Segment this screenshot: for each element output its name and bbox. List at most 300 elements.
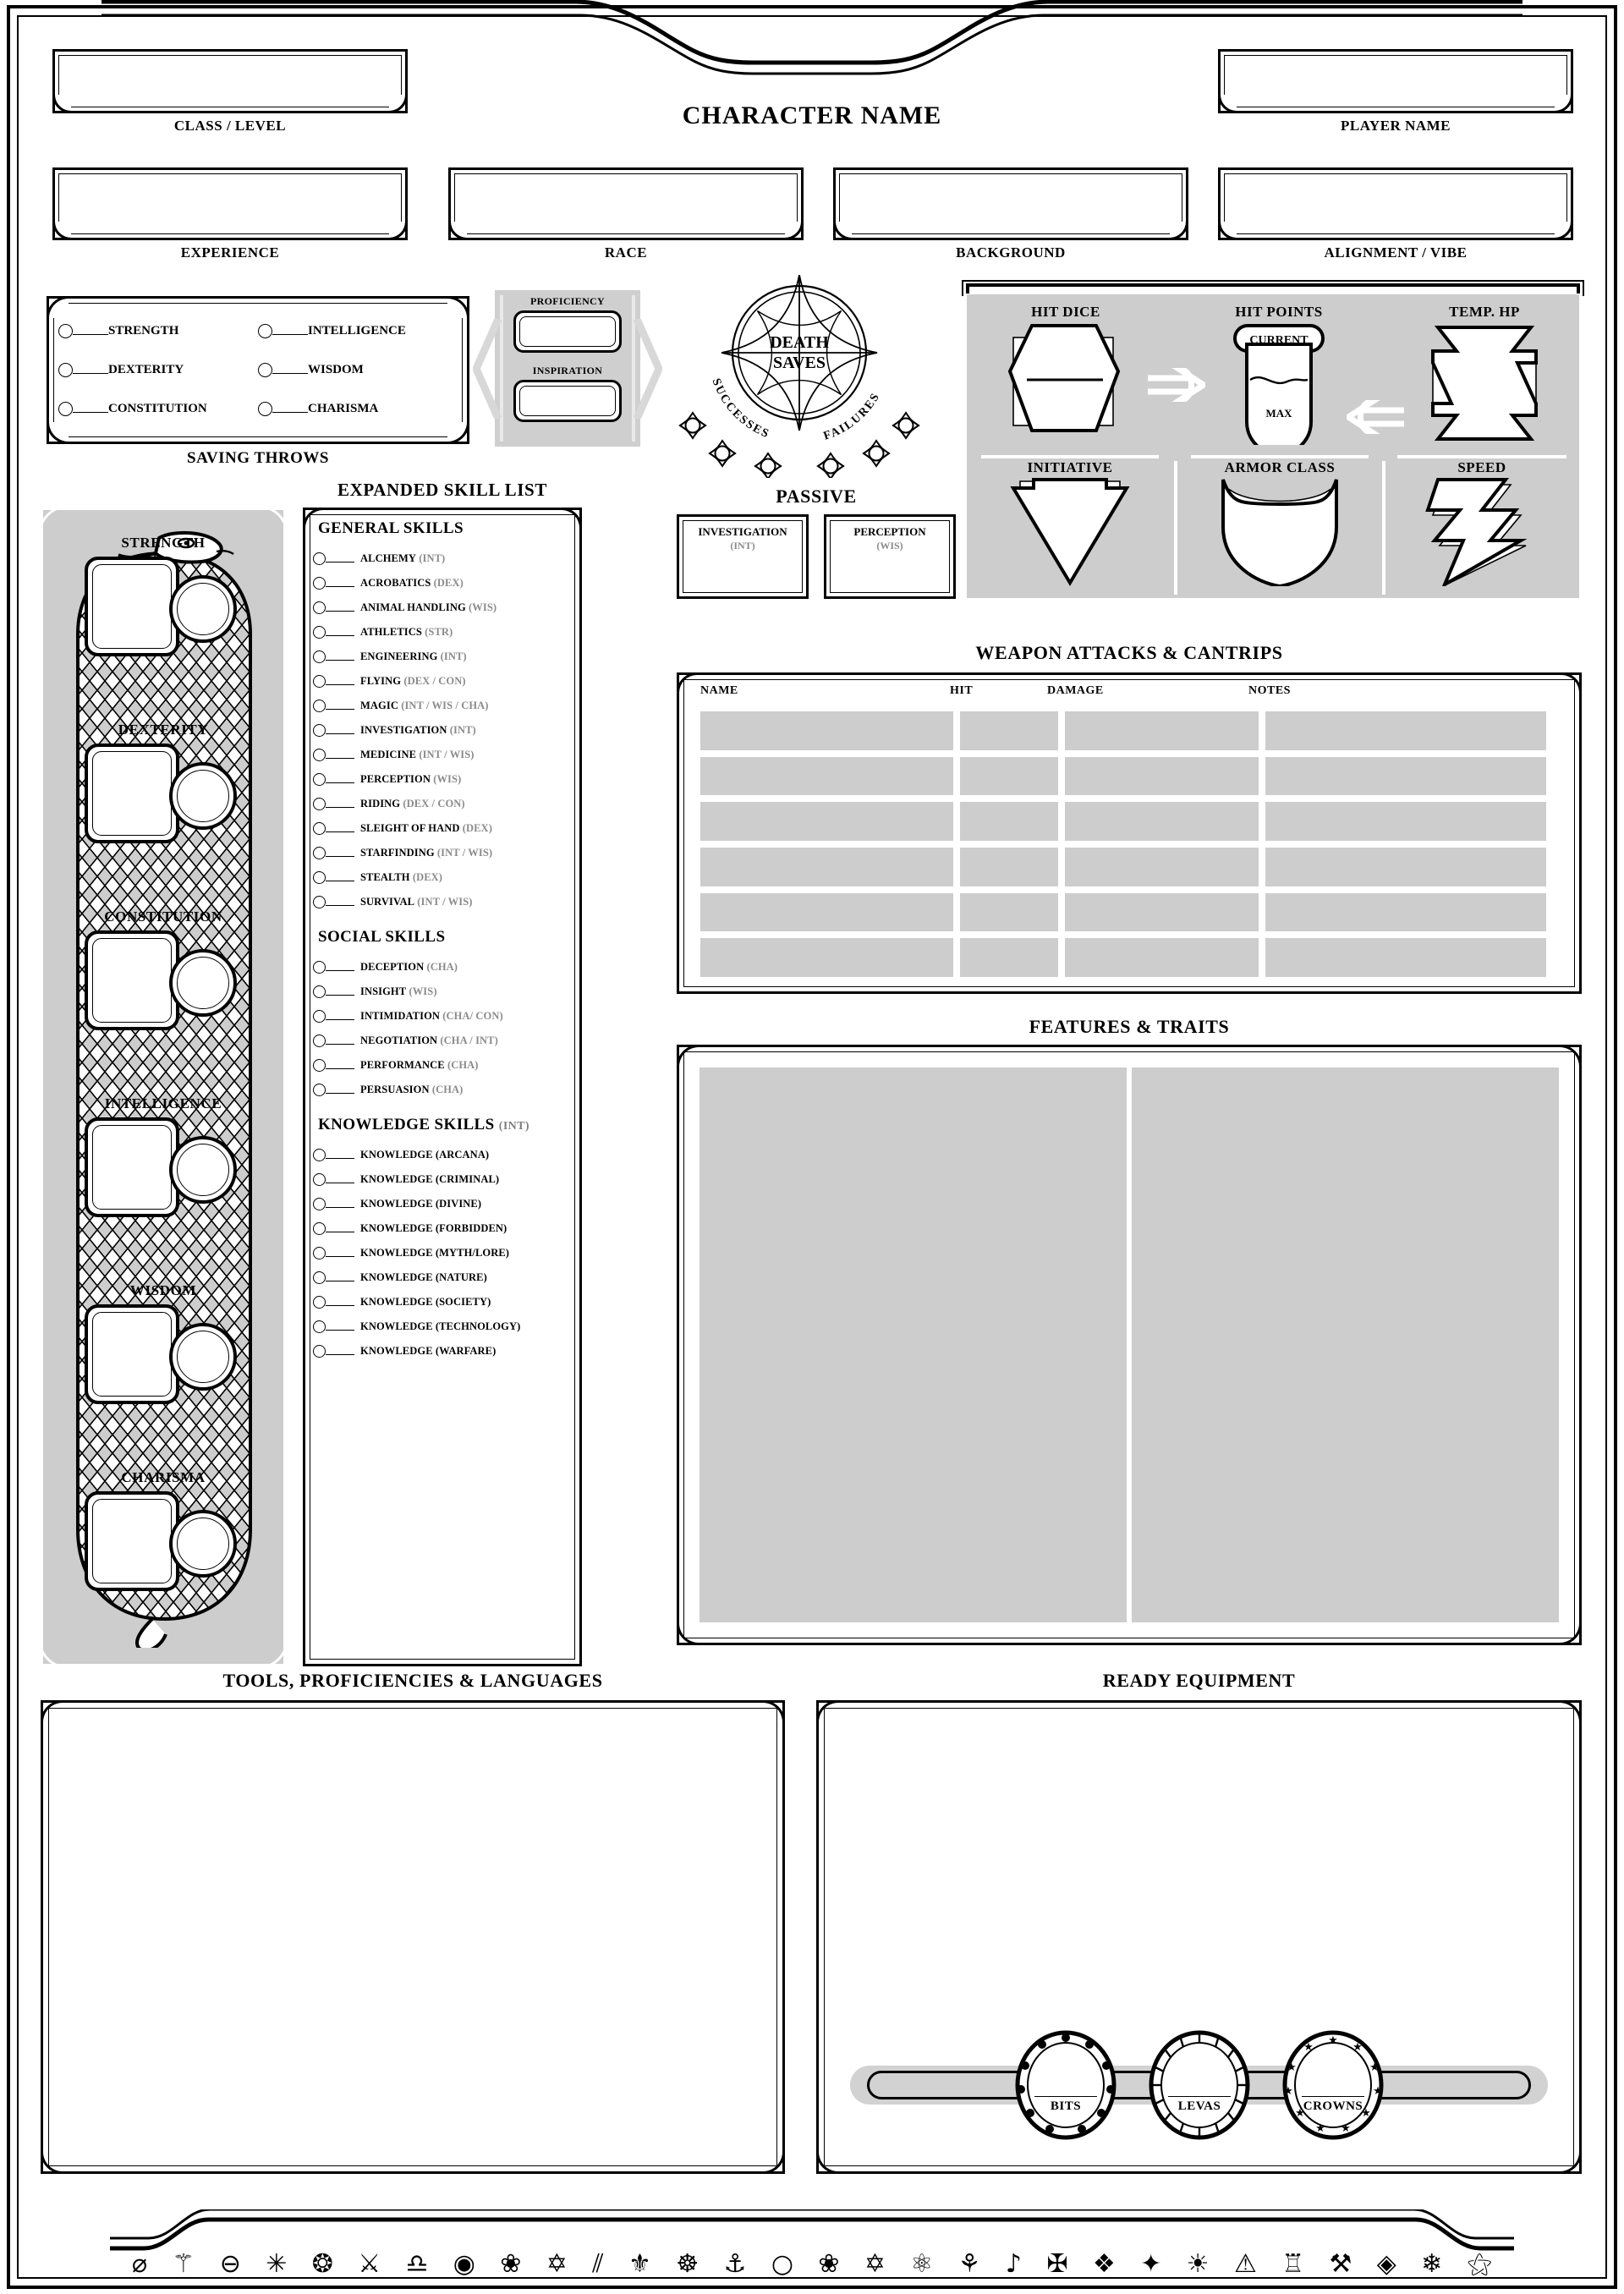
skill-proficiency-circle-icon[interactable] xyxy=(313,1271,326,1284)
skill-value-rule xyxy=(326,1305,354,1306)
speed-input[interactable] xyxy=(1397,476,1566,586)
weapon-cell[interactable] xyxy=(1264,755,1548,798)
ability-modifier-intelligence[interactable] xyxy=(169,1136,237,1204)
combat-panel-top-trim xyxy=(961,278,1585,297)
ability-modifier-dexterity[interactable] xyxy=(169,762,237,830)
rune-glyph-icon: ❂ xyxy=(311,2249,333,2279)
saving-throw-constitution[interactable] xyxy=(58,402,258,416)
weapon-col-notes: NOTES xyxy=(1248,684,1291,697)
rune-glyph-icon: ✡ xyxy=(546,2249,568,2279)
ability-label-wisdom: WISDOM xyxy=(129,1282,197,1298)
skill-name: INSIGHT xyxy=(360,985,407,997)
tools-title: TOOLS, PROFICIENCIES & LANGUAGES xyxy=(222,1670,603,1691)
ability-modifier-constitution[interactable] xyxy=(169,949,237,1017)
skill-proficiency-circle-icon[interactable] xyxy=(313,1198,326,1210)
race-label: RACE xyxy=(604,244,648,261)
skill-proficiency-circle-icon[interactable] xyxy=(313,1345,326,1358)
race-field[interactable] xyxy=(448,167,804,261)
value-rule xyxy=(73,373,108,374)
skill-name: INVESTIGATION xyxy=(360,724,447,736)
experience-field[interactable] xyxy=(52,167,408,261)
skill-value-rule xyxy=(326,684,354,685)
player-name-label: PLAYER NAME xyxy=(1340,118,1451,134)
death-saves-title-line1: DEATH xyxy=(770,333,829,352)
skill-proficiency-circle-icon[interactable] xyxy=(313,1034,326,1047)
temp-hp-to-hp-arrow-icon xyxy=(1347,400,1406,434)
hit-points-label: HIT POINTS xyxy=(1235,304,1323,320)
skill-ability: (INT) xyxy=(440,650,467,662)
skill-proficiency-circle-icon[interactable] xyxy=(313,1084,326,1096)
svg-text:★: ★ xyxy=(1287,2061,1297,2074)
skill-name: DECEPTION xyxy=(360,961,425,973)
armor-class-label: ARMOR CLASS xyxy=(1224,459,1336,475)
weapon-cell[interactable] xyxy=(699,710,955,752)
skill-value-rule xyxy=(326,660,354,661)
skill-ability: (INT / WIS) xyxy=(419,749,475,760)
skill-name: NEGOTIATION xyxy=(360,1034,438,1046)
rune-glyph-icon: ❀ xyxy=(818,2249,840,2279)
skill-proficiency-circle-icon[interactable] xyxy=(313,896,326,908)
skill-group-heading-ability: (INT) xyxy=(498,1120,529,1133)
skill-proficiency-circle-icon[interactable] xyxy=(313,1320,326,1333)
proficiency-circle-icon[interactable] xyxy=(58,402,73,416)
skill-ability: (INT / WIS / CHA) xyxy=(401,700,489,711)
skill-row[interactable] xyxy=(313,546,572,571)
value-rule xyxy=(272,373,308,374)
skill-name: KNOWLEDGE (MYTH/LORE) xyxy=(360,1247,510,1259)
ability-score-strength[interactable] xyxy=(85,557,179,656)
saving-throws-title: SAVING THROWS xyxy=(187,449,329,467)
currency-crowns[interactable] xyxy=(1278,2030,1388,2140)
weapon-cell[interactable] xyxy=(958,755,1060,798)
skill-proficiency-circle-icon[interactable] xyxy=(313,1059,326,1072)
svg-text:★: ★ xyxy=(1328,2034,1338,2047)
skill-proficiency-circle-icon[interactable] xyxy=(313,552,326,565)
saving-throw-wisdom[interactable] xyxy=(258,363,458,377)
skill-value-rule xyxy=(326,1330,354,1331)
armor-class-input[interactable] xyxy=(1191,476,1369,586)
weapon-cell[interactable] xyxy=(1063,710,1260,752)
skill-name: KNOWLEDGE (NATURE) xyxy=(360,1271,487,1283)
max-hp-label: MAX xyxy=(1265,407,1292,420)
weapon-cell[interactable] xyxy=(958,846,1060,888)
skill-proficiency-circle-icon[interactable] xyxy=(313,675,326,688)
skill-row[interactable] xyxy=(313,1339,572,1364)
skill-group-heading-text: SOCIAL SKILLS xyxy=(318,928,446,946)
skill-value-rule xyxy=(326,970,354,971)
skill-proficiency-circle-icon[interactable] xyxy=(313,577,326,590)
skill-proficiency-circle-icon[interactable] xyxy=(313,1222,326,1235)
rune-glyph-icon: ❀ xyxy=(500,2249,522,2279)
skill-value-rule xyxy=(326,709,354,710)
weapon-cell[interactable] xyxy=(1264,892,1548,934)
skill-proficiency-circle-icon[interactable] xyxy=(313,1296,326,1309)
ready-equipment-panel xyxy=(816,1670,1582,2174)
skill-name: RIDING xyxy=(360,798,401,809)
features-traits-title: FEATURES & TRAITS xyxy=(1029,1016,1230,1037)
skill-row[interactable] xyxy=(313,792,572,816)
features-left-column[interactable] xyxy=(697,1065,1129,1625)
features-traits-panel xyxy=(677,1016,1582,1645)
skill-name: INTIMIDATION xyxy=(360,1010,441,1022)
skill-row[interactable] xyxy=(313,1143,572,1167)
skill-proficiency-circle-icon[interactable] xyxy=(313,1010,326,1023)
skill-name: KNOWLEDGE (FORBIDDEN) xyxy=(360,1222,508,1234)
skill-proficiency-circle-icon[interactable] xyxy=(313,1173,326,1186)
svg-text:★: ★ xyxy=(1303,2041,1314,2054)
weapon-cell[interactable] xyxy=(958,892,1060,934)
skill-ability: (INT / WIS) xyxy=(417,896,473,908)
expanded-skill-list-panel xyxy=(303,480,582,1666)
ability-modifier-wisdom[interactable] xyxy=(169,1323,237,1391)
skill-row[interactable] xyxy=(313,595,572,620)
weapon-rows-container xyxy=(699,710,1560,979)
current-hp-label: CURRENT xyxy=(1249,334,1309,347)
skill-row[interactable] xyxy=(313,841,572,865)
temp-hp-input[interactable] xyxy=(1404,322,1565,445)
svg-text:★: ★ xyxy=(1341,2122,1351,2135)
death-saves-compass xyxy=(677,275,922,478)
skill-row[interactable] xyxy=(313,890,572,914)
skill-row[interactable] xyxy=(313,694,572,718)
skill-row[interactable] xyxy=(313,1314,572,1339)
skill-proficiency-circle-icon[interactable] xyxy=(313,985,326,998)
temp-hp-label: TEMP. HP xyxy=(1449,304,1520,320)
skill-name: KNOWLEDGE (TECHNOLOGY) xyxy=(360,1320,521,1332)
skill-ability: (INT / WIS) xyxy=(436,847,493,859)
weapon-cell[interactable] xyxy=(1264,936,1548,979)
character-name-label: CHARACTER NAME xyxy=(682,102,942,129)
passive-investigation-label: INVESTIGATION xyxy=(698,525,787,538)
skill-group-heading xyxy=(318,519,572,538)
skill-name: KNOWLEDGE (SOCIETY) xyxy=(360,1296,491,1308)
weapon-cell[interactable] xyxy=(1063,846,1260,888)
skill-row[interactable] xyxy=(313,718,572,743)
skill-proficiency-circle-icon[interactable] xyxy=(313,601,326,614)
skill-proficiency-circle-icon[interactable] xyxy=(313,1149,326,1161)
passive-panel xyxy=(677,486,956,599)
proficiency-circle-icon[interactable] xyxy=(58,324,73,338)
skill-row[interactable] xyxy=(313,1167,572,1192)
rune-glyph-icon: ⚝ xyxy=(1467,2249,1492,2279)
death-save-success-3 xyxy=(755,453,781,478)
tools-proficiencies-languages-panel xyxy=(41,1670,785,2174)
currency-bits[interactable] xyxy=(1011,2030,1121,2140)
saving-throw-charisma[interactable] xyxy=(258,402,458,416)
tools-textarea[interactable] xyxy=(41,1700,785,2174)
svg-text:★: ★ xyxy=(1369,2061,1380,2074)
skill-proficiency-circle-icon[interactable] xyxy=(313,749,326,761)
skill-proficiency-circle-icon[interactable] xyxy=(313,822,326,835)
rune-glyph-icon: ☸ xyxy=(676,2249,700,2279)
ability-modifier-charisma[interactable] xyxy=(169,1510,237,1578)
skill-ability: (CHA) xyxy=(447,1059,479,1071)
skill-ability: (WIS) xyxy=(469,601,497,613)
rune-glyph-icon: ⚘ xyxy=(957,2249,981,2279)
rune-glyph-icon: ♖ xyxy=(1281,2249,1305,2279)
bits-coin-icon xyxy=(1011,2030,1121,2140)
proficiency-circle-icon[interactable] xyxy=(58,363,73,377)
skill-value-rule xyxy=(326,1207,354,1208)
rune-glyph-icon: ✡ xyxy=(864,2249,886,2279)
ability-label-strength: STRENGTH xyxy=(121,535,206,551)
skill-proficiency-circle-icon[interactable] xyxy=(313,871,326,884)
skill-proficiency-circle-icon[interactable] xyxy=(313,798,326,810)
skill-row[interactable] xyxy=(313,980,572,1004)
skill-name: KNOWLEDGE (CRIMINAL) xyxy=(360,1173,500,1185)
skill-value-rule xyxy=(326,733,354,734)
skill-value-rule xyxy=(326,1158,354,1159)
saving-throw-strength[interactable] xyxy=(58,324,258,338)
background-label: BACKGROUND xyxy=(956,244,1066,261)
skill-ability: (DEX) xyxy=(433,577,464,589)
rune-glyph-icon: ❖ xyxy=(1092,2249,1116,2279)
rune-glyph-icon: ♪ xyxy=(1005,2249,1023,2279)
skill-proficiency-circle-icon[interactable] xyxy=(313,961,326,974)
rune-glyph-icon: ✠ xyxy=(1046,2249,1068,2279)
skill-value-rule xyxy=(326,758,354,759)
skill-list-title: EXPANDED SKILL LIST xyxy=(337,480,547,500)
footer-banner-decoration xyxy=(110,2209,1514,2252)
skill-row[interactable] xyxy=(313,767,572,792)
skill-value-rule xyxy=(326,1093,354,1094)
rune-glyph-icon: ⚔ xyxy=(358,2249,381,2279)
skill-name: ANIMAL HANDLING xyxy=(360,601,466,613)
ability-score-intelligence[interactable] xyxy=(85,1117,179,1217)
skill-ability: (CHA) xyxy=(426,961,458,973)
death-save-success-1 xyxy=(680,413,705,438)
skill-row[interactable] xyxy=(313,669,572,694)
skill-name: KNOWLEDGE (DIVINE) xyxy=(360,1198,482,1210)
skill-name: ALCHEMY xyxy=(360,552,416,564)
inspiration-label: INSPIRATION xyxy=(532,365,603,376)
rune-glyph-icon: ⊖ xyxy=(219,2249,241,2279)
value-rule xyxy=(73,334,108,335)
passive-investigation-ability: (INT) xyxy=(730,540,755,552)
rune-glyph-icon: ☀ xyxy=(1186,2249,1210,2279)
passive-perception-label: PERCEPTION xyxy=(853,525,926,538)
skill-ability: (CHA) xyxy=(431,1084,464,1095)
rune-glyph-icon: ◈ xyxy=(1376,2249,1396,2279)
skill-name: MEDICINE xyxy=(360,749,417,760)
skill-proficiency-circle-icon[interactable] xyxy=(313,724,326,737)
skill-row[interactable] xyxy=(313,816,572,841)
passive-perception[interactable] xyxy=(824,514,956,599)
skill-value-rule xyxy=(326,995,354,996)
rune-glyph-icon: ⚜ xyxy=(628,2249,651,2279)
bits-label: BITS xyxy=(1050,2099,1082,2113)
weapon-col-name: NAME xyxy=(700,684,738,697)
hit-points-input[interactable] xyxy=(1194,322,1363,445)
rune-glyph-icon: ⚠ xyxy=(1233,2249,1257,2279)
weapon-attacks-title: WEAPON ATTACKS & CANTRIPS xyxy=(975,642,1283,663)
skill-name: PERFORMANCE xyxy=(360,1059,445,1071)
value-rule xyxy=(272,412,308,413)
svg-text:★: ★ xyxy=(1373,2085,1383,2098)
skill-value-rule xyxy=(326,782,354,783)
proficiency-circle-icon[interactable] xyxy=(258,402,272,416)
skill-value-rule xyxy=(326,1068,354,1069)
saving-throw-intelligence[interactable] xyxy=(258,324,458,338)
ability-score-constitution[interactable] xyxy=(85,930,179,1030)
skill-proficiency-circle-icon[interactable] xyxy=(313,700,326,712)
skill-groups-container xyxy=(313,519,572,1655)
death-save-failure-3 xyxy=(893,413,919,438)
ability-score-charisma[interactable] xyxy=(85,1491,179,1591)
skill-name: ACROBATICS xyxy=(360,577,431,589)
skill-ability: (DEX) xyxy=(412,871,443,883)
skill-proficiency-circle-icon[interactable] xyxy=(313,1247,326,1260)
experience-label: EXPERIENCE xyxy=(180,244,280,261)
proficiency-circle-icon[interactable] xyxy=(258,324,272,338)
proficiency-circle-icon[interactable] xyxy=(258,363,272,377)
skill-proficiency-circle-icon[interactable] xyxy=(313,650,326,663)
rune-glyph-icon: ⌀ xyxy=(132,2249,148,2279)
weapon-cell[interactable] xyxy=(699,936,955,979)
rune-glyph-icon: ⚛ xyxy=(910,2249,934,2279)
skill-name: MAGIC xyxy=(360,700,398,711)
initiative-input[interactable] xyxy=(981,476,1159,586)
skill-group-heading-text: GENERAL SKILLS xyxy=(318,519,464,537)
skill-row[interactable] xyxy=(313,865,572,890)
skill-row[interactable] xyxy=(313,571,572,595)
successes-label-path: SUCCESSES xyxy=(709,376,772,442)
rune-glyph-icon: ◉ xyxy=(453,2249,475,2279)
currency-levas[interactable] xyxy=(1144,2030,1254,2140)
skill-name: SURVIVAL xyxy=(360,896,415,908)
skill-name: PERSUASION xyxy=(360,1084,430,1095)
weapon-cell[interactable] xyxy=(1264,710,1548,752)
skill-row[interactable] xyxy=(313,1216,572,1241)
ability-score-dexterity[interactable] xyxy=(85,744,179,843)
svg-text:★: ★ xyxy=(1295,2107,1305,2120)
hit-dice-label: HIT DICE xyxy=(1031,304,1100,320)
skill-ability: (WIS) xyxy=(433,773,462,785)
levas-label: LEVAS xyxy=(1177,2099,1221,2113)
alignment-vibe-field[interactable] xyxy=(1218,167,1573,261)
weapon-cell[interactable] xyxy=(1264,846,1548,888)
rune-glyph-icon: ⚚ xyxy=(172,2249,195,2279)
weapon-cell[interactable] xyxy=(1063,936,1260,979)
skill-value-rule xyxy=(326,562,354,563)
ability-modifier-strength[interactable] xyxy=(169,575,237,643)
weapon-cell[interactable] xyxy=(699,800,955,842)
skill-ability: (DEX) xyxy=(462,822,492,834)
skill-row[interactable] xyxy=(313,955,572,980)
skill-row[interactable] xyxy=(313,1078,572,1102)
weapon-cell[interactable] xyxy=(699,892,955,934)
skill-row[interactable] xyxy=(313,620,572,645)
skill-value-rule xyxy=(326,611,354,612)
ability-score-wisdom[interactable] xyxy=(85,1304,179,1404)
rune-glyph-icon: ⚓ xyxy=(723,2249,747,2279)
ability-label-dexterity: DEXTERITY xyxy=(118,722,209,738)
saving-throw-label: CONSTITUTION xyxy=(108,402,207,416)
weapon-attacks-panel xyxy=(677,642,1582,994)
proficiency-label: PROFICIENCY xyxy=(530,295,605,307)
skill-row[interactable] xyxy=(313,743,572,767)
saving-throw-dexterity[interactable] xyxy=(58,363,258,377)
death-save-failure-1 xyxy=(818,453,843,478)
skill-group-heading-text: KNOWLEDGE SKILLS xyxy=(318,1116,495,1133)
rune-glyph-icon: ♎ xyxy=(405,2249,429,2279)
death-saves-title-line2: SAVES xyxy=(773,354,826,372)
proficiency-inspiration-panel xyxy=(495,290,640,447)
skill-ability: (STR) xyxy=(425,626,453,638)
weapon-cell[interactable] xyxy=(958,936,1060,979)
skill-proficiency-circle-icon[interactable] xyxy=(313,773,326,786)
skill-proficiency-circle-icon[interactable] xyxy=(313,626,326,639)
class-level-field[interactable] xyxy=(52,49,408,134)
background-field[interactable] xyxy=(833,167,1188,261)
saving-throw-label: STRENGTH xyxy=(108,323,179,338)
skill-row[interactable] xyxy=(313,1265,572,1290)
weapon-cell[interactable] xyxy=(699,846,955,888)
rune-glyph-row xyxy=(110,2249,1514,2279)
skill-ability: (CHA/ CON) xyxy=(442,1010,503,1022)
value-rule xyxy=(272,334,308,335)
skill-group-heading xyxy=(318,1116,572,1134)
skill-proficiency-circle-icon[interactable] xyxy=(313,847,326,859)
class-level-label: CLASS / LEVEL xyxy=(173,118,287,134)
skill-value-rule xyxy=(326,1044,354,1045)
rune-glyph-icon: ⫽ xyxy=(592,2249,604,2279)
inspiration-input[interactable] xyxy=(513,380,622,422)
ability-label-constitution: CONSTITUTION xyxy=(104,908,222,925)
weapon-cell[interactable] xyxy=(1063,892,1260,934)
skill-row[interactable] xyxy=(313,1192,572,1216)
skill-row[interactable] xyxy=(313,645,572,669)
skill-name: KNOWLEDGE (ARCANA) xyxy=(360,1149,490,1161)
footer-rune-strip xyxy=(110,2209,1514,2282)
svg-text:★: ★ xyxy=(1352,2041,1363,2054)
skill-group-spacer xyxy=(313,1102,572,1116)
features-right-column[interactable] xyxy=(1129,1065,1561,1625)
weapon-col-hit: HIT xyxy=(950,684,974,697)
skill-row[interactable] xyxy=(313,1004,572,1029)
hit-dice-input[interactable] xyxy=(981,322,1150,441)
initiative-label: INITIATIVE xyxy=(1027,459,1113,475)
skill-ability: (DEX / CON) xyxy=(403,798,465,809)
skill-group-spacer xyxy=(313,914,572,928)
skill-group-heading xyxy=(318,928,572,947)
death-save-success-2 xyxy=(710,441,735,466)
player-name-field[interactable] xyxy=(1218,49,1573,134)
skill-ability: (WIS) xyxy=(409,985,437,997)
rune-glyph-icon: ○ xyxy=(771,2249,793,2279)
passive-investigation[interactable] xyxy=(677,514,809,599)
skill-row[interactable] xyxy=(313,1029,572,1053)
skill-row[interactable] xyxy=(313,1241,572,1265)
skill-ability: (DEX / CON) xyxy=(403,675,466,687)
weapon-cell[interactable] xyxy=(958,710,1060,752)
speed-label: SPEED xyxy=(1457,459,1506,475)
weapon-cell[interactable] xyxy=(1063,755,1260,798)
skill-row[interactable] xyxy=(313,1053,572,1078)
crowns-label: CROWNS xyxy=(1303,2099,1363,2113)
weapon-cell[interactable] xyxy=(699,755,955,798)
skill-value-rule xyxy=(326,905,354,906)
skill-row[interactable] xyxy=(313,1290,572,1314)
weapon-cell[interactable] xyxy=(1264,800,1548,842)
weapon-cell[interactable] xyxy=(958,800,1060,842)
skill-name: PERCEPTION xyxy=(360,773,431,785)
skill-ability: (INT) xyxy=(449,724,476,736)
passive-title: PASSIVE xyxy=(776,486,857,507)
weapon-cell[interactable] xyxy=(1063,800,1260,842)
proficiency-input[interactable] xyxy=(513,310,622,353)
rune-glyph-icon: ✦ xyxy=(1140,2249,1162,2279)
